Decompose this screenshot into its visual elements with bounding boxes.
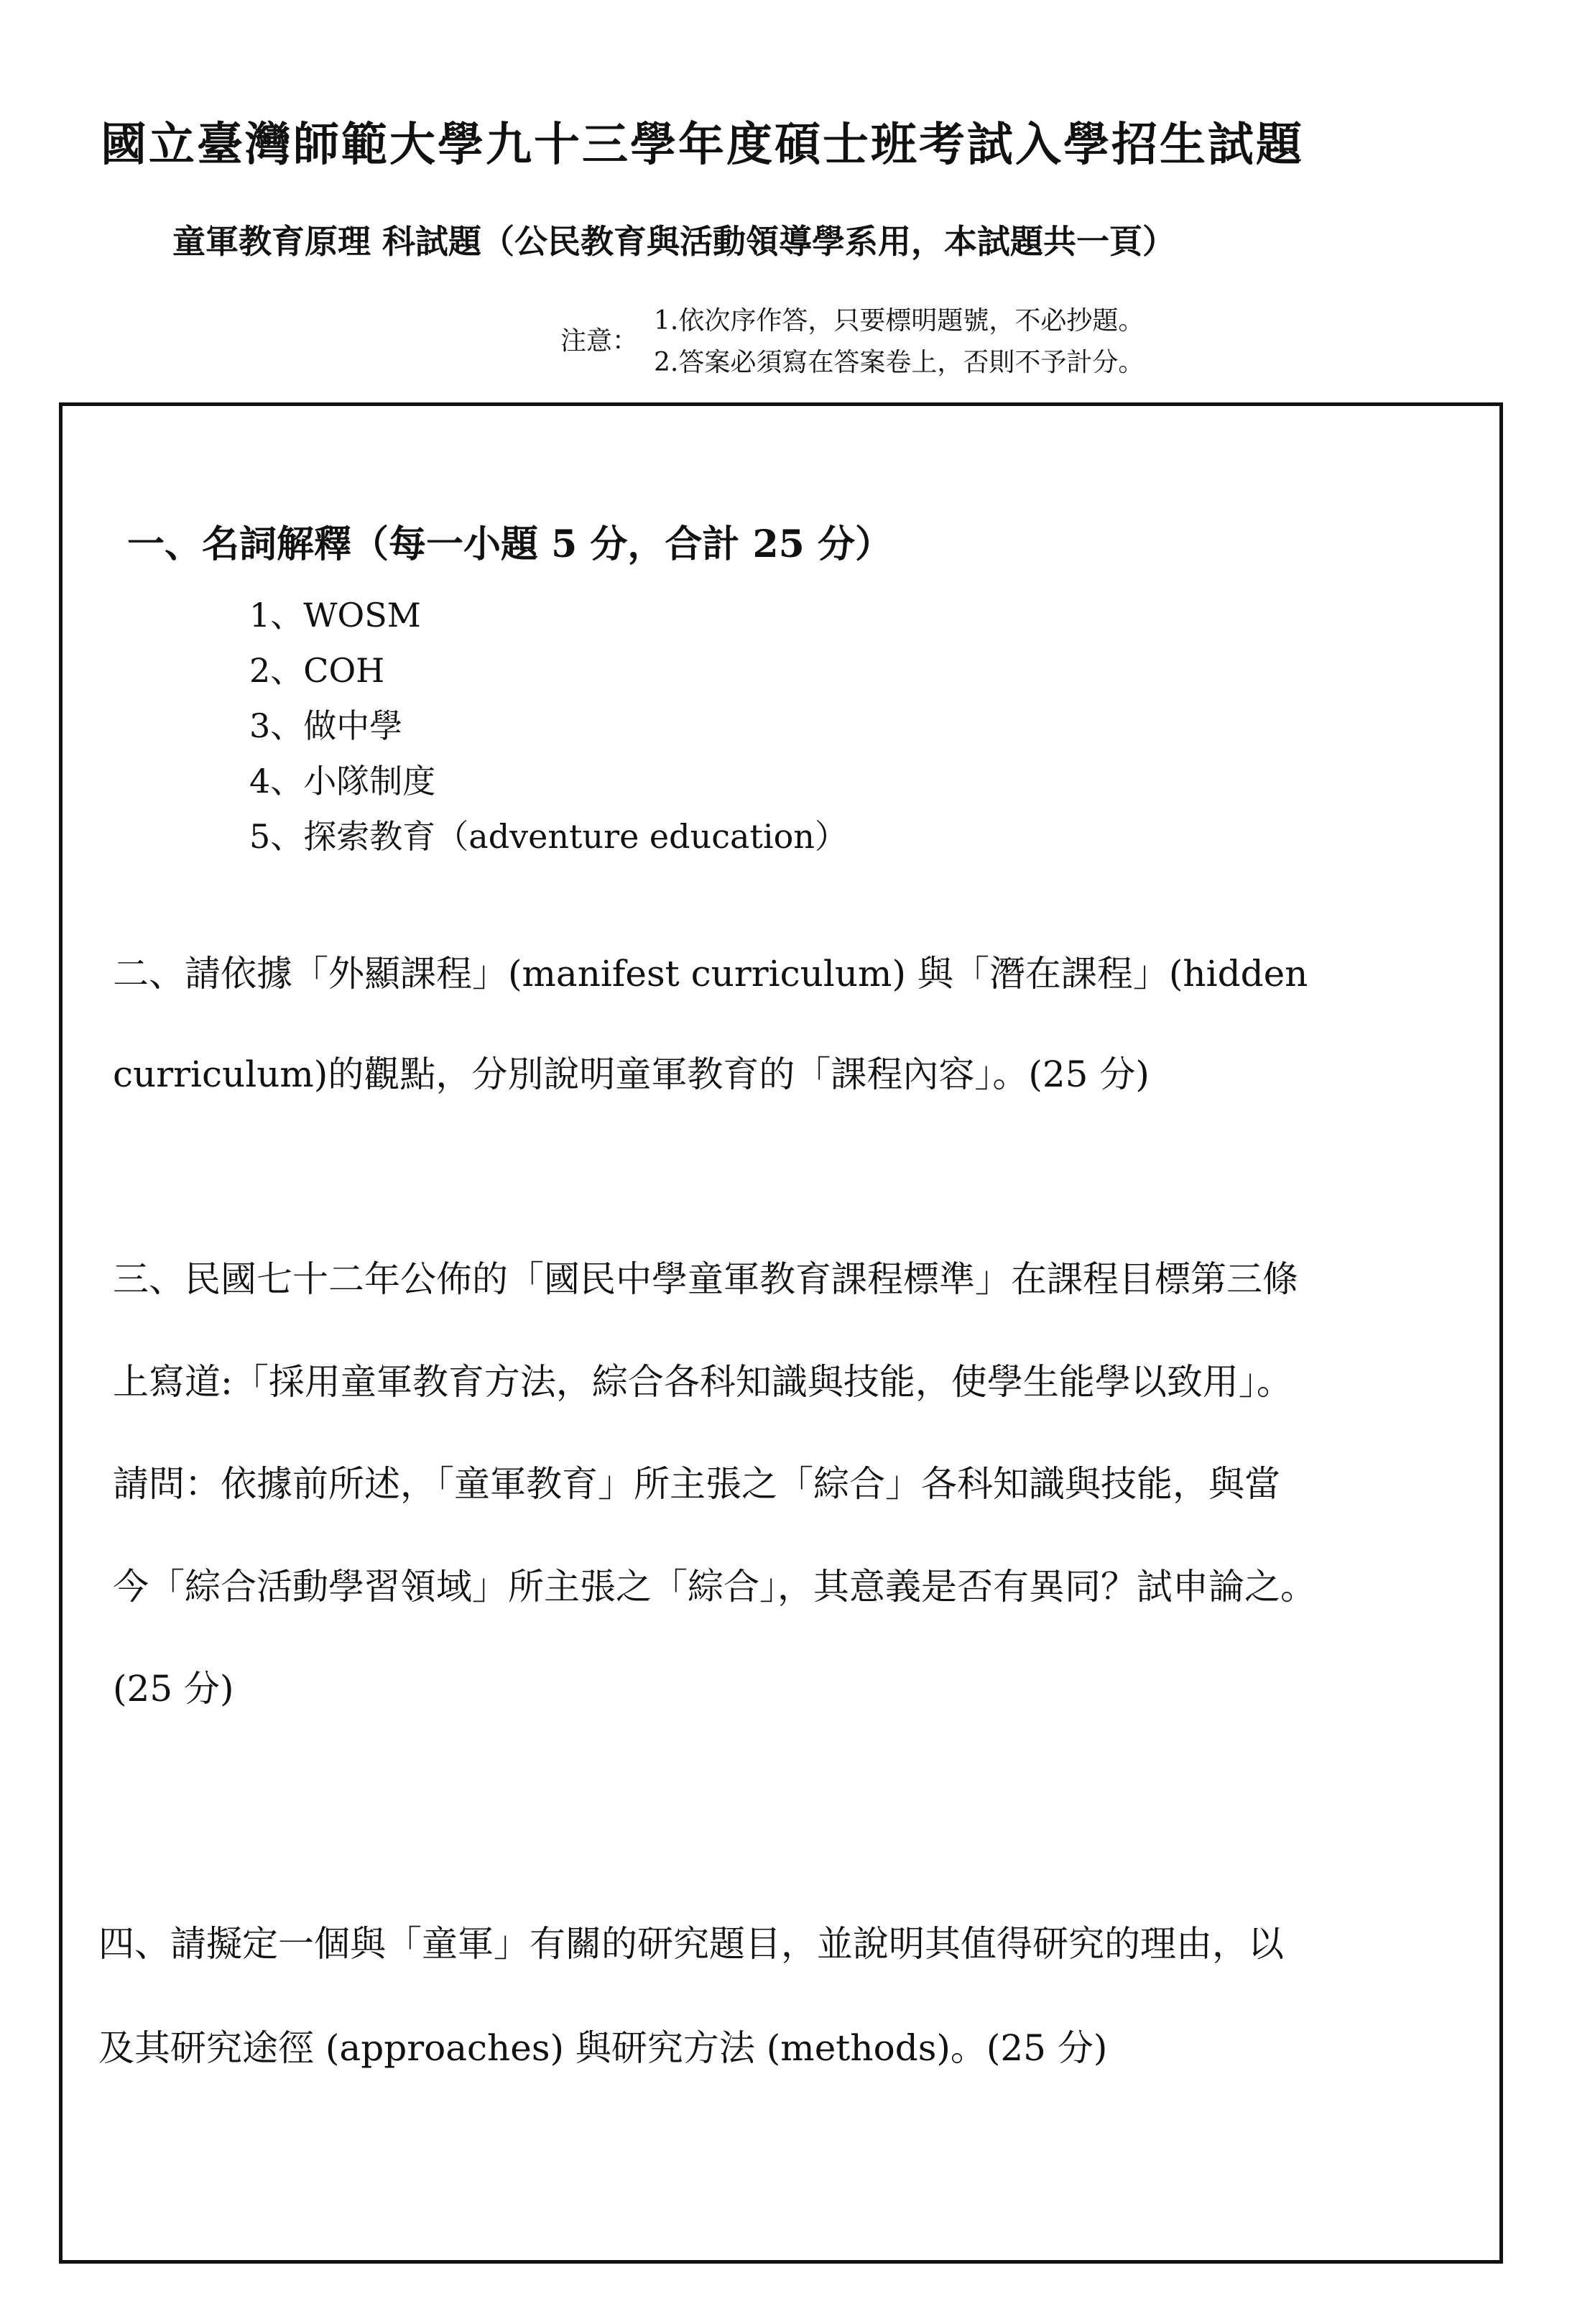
question-1-item-4: 4、小隊制度 bbox=[249, 762, 436, 801]
question-3-line-3: 請問：依據前所述，「童軍教育」所主張之「綜合」各科知識與技能，與當 bbox=[113, 1463, 1280, 1505]
question-1-item-5: 5、探索教育（adventure education） bbox=[249, 817, 848, 856]
question-1-item-2: 2、COH bbox=[249, 651, 385, 690]
question-4-line-2: 及其研究途徑 (approaches) 與研究方法 (methods)。(25 分) bbox=[98, 2027, 1108, 2069]
question-3-line-1: 三、民國七十二年公佈的「國民中學童軍教育課程標準」在課程目標第三條 bbox=[113, 1258, 1298, 1300]
question-1-item-1: 1、WOSM bbox=[249, 596, 421, 635]
notice-label: 注意： bbox=[560, 326, 639, 356]
question-3-line-2: 上寫道:「採用童軍教育方法，綜合各科知識與技能，使學生能學以致用」。 bbox=[113, 1361, 1293, 1403]
notice-block bbox=[560, 300, 1351, 387]
notice-item-2: 2.答案必須寫在答案卷上，否則不予計分。 bbox=[654, 348, 1145, 377]
question-frame bbox=[59, 402, 1503, 2264]
question-2-line-1: 二、請依據「外顯課程」(manifest curriculum) 與「潛在課程」(hidden bbox=[113, 953, 1308, 995]
notice-item-1: 1.依次序作答，只要標明題號，不必抄題。 bbox=[654, 306, 1145, 336]
question-1-item-3: 3、做中學 bbox=[249, 706, 403, 745]
question-2-line-2: curriculum)的觀點，分別說明童軍教育的「課程內容」。(25 分) bbox=[113, 1053, 1150, 1095]
exam-subtitle: 童軍教育原理 科試題（公民教育與活動領導學系用，本試題共一頁） bbox=[172, 222, 1176, 261]
question-3-line-4: 今「綜合活動學習領域」所主張之「綜合」，其意義是否有異同？試申論之。 bbox=[113, 1566, 1316, 1608]
question-1-heading: 一、名詞解釋（每一小題 5 分，合計 25 分） bbox=[127, 522, 892, 566]
exam-title: 國立臺灣師範大學九十三學年度碩士班考試入學招生試題 bbox=[101, 118, 1304, 172]
question-4-line-1: 四、請擬定一個與「童軍」有關的研究題目，並說明其值得研究的理由，以 bbox=[98, 1923, 1284, 1965]
question-3-line-5: (25 分) bbox=[113, 1668, 234, 1710]
